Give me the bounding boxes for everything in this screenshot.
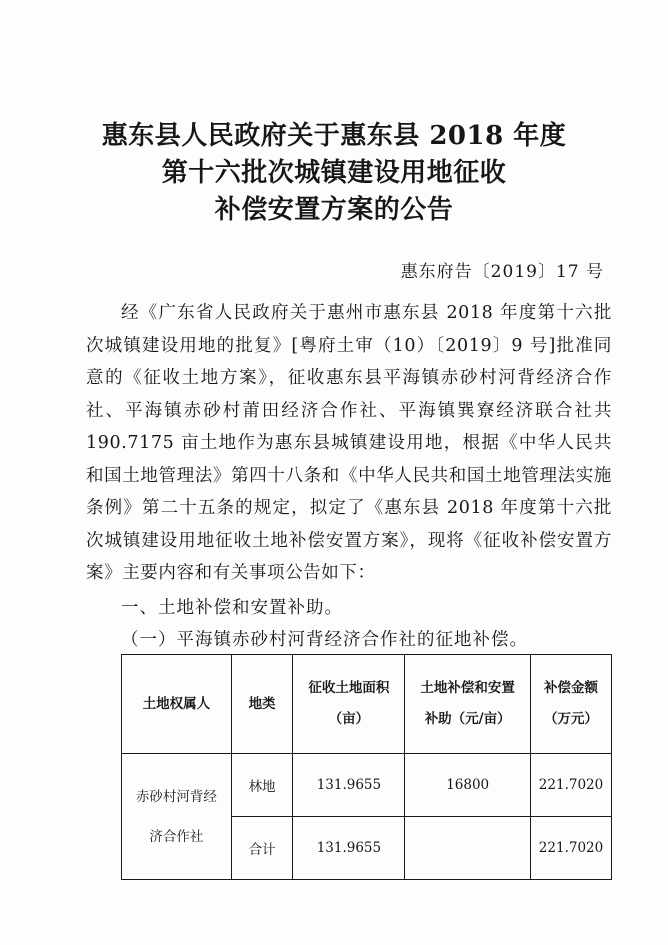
document-number: 惠东府告〔2019〕17 号	[400, 262, 604, 282]
land-type-cell: 合计	[231, 817, 293, 880]
amount-cell: 221.7020	[531, 817, 612, 880]
header-amount: 补偿金额 （万元）	[531, 655, 612, 754]
section-heading: 一、土地补偿和安置补助。	[121, 598, 343, 618]
header-area: 征收土地面积 （亩）	[293, 655, 405, 754]
document-title	[100, 118, 568, 229]
title-line-3: 补偿安置方案的公告	[214, 195, 454, 225]
title-line-1: 惠东县人民政府关于惠东县 2018 年度	[101, 121, 567, 151]
header-land-type: 地类	[231, 655, 293, 754]
compensation-table	[121, 654, 612, 880]
body-paragraph: 经《广东省人民政府关于惠州市惠东县 2018 年度第十六批次城镇建设用地的批复》[粤府土审（10）〔2019〕9 号]批准同意的《征收土地方案》，征收惠东县平海镇赤砂村河背经济合作社、平海镇赤砂村莆田经济合作社、平海镇巽寮经济联合社共 190.7175 亩土地作为惠东县城镇建设用地，根据《中华人民共和国土地管理法》第四十八条和《中华人民共和国土地管理法实施条例》第二十五条的规定，拟定了《惠东县 2018 年度第十六批次城镇建设用地征收土地补偿安置方案》，现将《征收补偿安置方案》主要内容和有关事项公告如下：	[86, 303, 612, 583]
amount-cell: 221.7020	[531, 754, 612, 817]
rate-cell: 16800	[405, 754, 531, 817]
area-cell: 131.9655	[293, 817, 405, 880]
header-owner: 土地权属人	[122, 655, 232, 754]
table-row	[122, 754, 612, 817]
land-type-cell: 林地	[231, 754, 293, 817]
rate-cell	[405, 817, 531, 880]
owner-cell: 赤砂村河背经 济合作社	[122, 754, 232, 880]
table-header-row	[122, 655, 612, 754]
area-cell: 131.9655	[293, 754, 405, 817]
subsection-heading: （一）平海镇赤砂村河背经济合作社的征地补偿。	[121, 630, 528, 650]
header-rate: 土地补偿和安置 补助（元/亩）	[405, 655, 531, 754]
title-line-2: 第十六批次城镇建设用地征收	[161, 158, 507, 188]
